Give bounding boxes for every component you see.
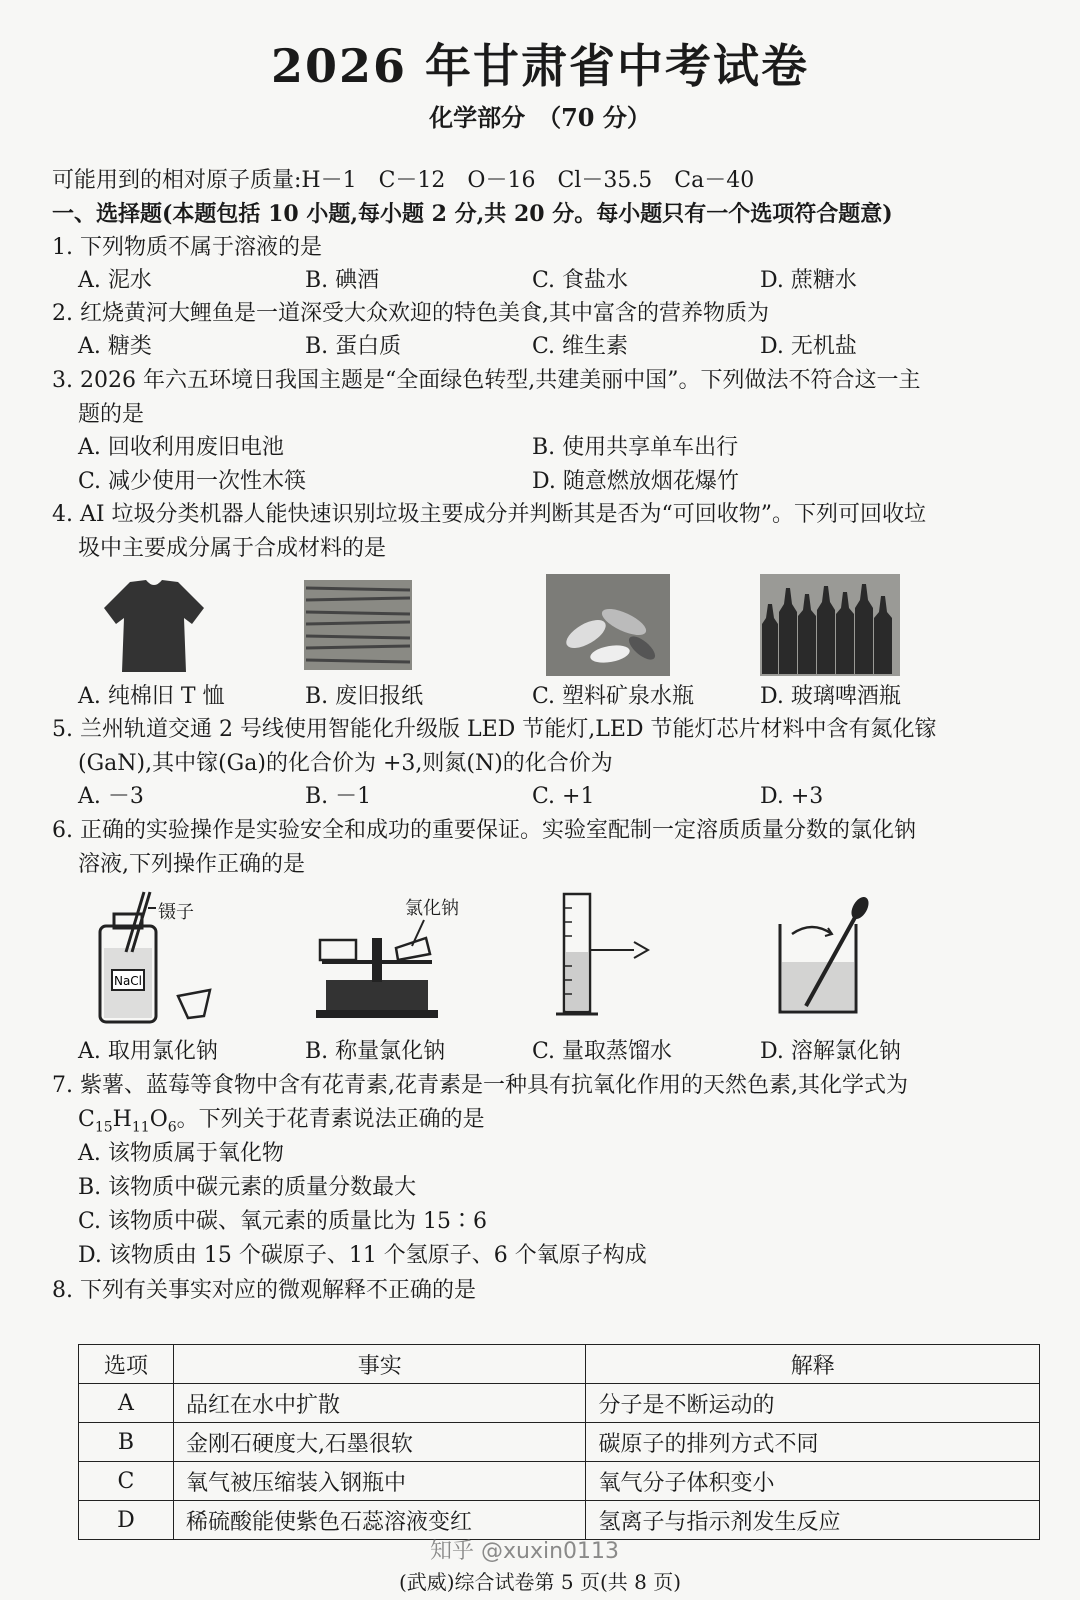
q1-option-a: A. 泥水	[78, 268, 152, 293]
q4-option-d: D. 玻璃啤酒瓶	[760, 684, 901, 709]
sodium-chloride-label: 氯化钠	[405, 898, 459, 919]
column-header: 解释	[586, 1345, 1040, 1384]
page-footer: (武威)综合试卷第 5 页(共 8 页)	[398, 1570, 682, 1594]
q7-option-a: A. 该物质属于氧化物	[78, 1141, 284, 1166]
table-cell: 品红在水中扩散	[173, 1384, 586, 1423]
q5-option-a: A. －3	[78, 784, 144, 809]
q7-option-c: C. 该物质中碳、氧元素的质量比为 15∶6	[78, 1209, 488, 1234]
q6-option-d: D. 溶解氯化钠	[760, 1039, 901, 1064]
table-row	[79, 1423, 1040, 1462]
q5-option-c: C. +1	[532, 784, 595, 809]
table-cell: 稀硫酸能使紫色石蕊溶液变红	[173, 1501, 586, 1540]
table-cell: 氧气被压缩装入钢瓶中	[173, 1462, 586, 1501]
question-4-stem-line1: 4. AI 垃圾分类机器人能快速识别垃圾主要成分并判断其是否为“可回收物”。下列可回收垃	[52, 502, 927, 527]
q3-option-d: D. 随意燃放烟花爆竹	[532, 469, 739, 494]
q6-option-c: C. 量取蒸馏水	[532, 1039, 673, 1064]
question-7-stem-line1: 7. 紫薯、蓝莓等食物中含有花青素,花青素是一种具有抗氧化作用的天然色素,其化学式为	[52, 1073, 908, 1098]
q4-option-c: C. 塑料矿泉水瓶	[532, 684, 695, 709]
table-cell: D	[79, 1501, 174, 1540]
question-7-stem-rest: 。下列关于花青素说法正确的是	[176, 1107, 485, 1132]
table-cell: A	[79, 1384, 174, 1423]
page-title: 2026 年甘肃省中考试卷	[270, 39, 810, 93]
q1-option-d: D. 蔗糖水	[760, 268, 857, 293]
q6-option-b: B. 称量氯化钠	[305, 1039, 446, 1064]
q5-option-d: D. +3	[760, 784, 824, 809]
q2-option-c: C. 维生素	[532, 334, 629, 359]
formula-c-subscript: 15	[94, 1119, 113, 1136]
graduated-cylinder-diagram	[552, 888, 662, 1024]
question-3-stem-line1: 3. 2026 年六五环境日我国主题是“全面绿色转型,共建美丽中国”。下列做法不符合这一主	[52, 368, 921, 393]
question-6-stem-line2: 溶液,下列操作正确的是	[78, 852, 305, 877]
q7-option-b: B. 该物质中碳元素的质量分数最大	[78, 1175, 417, 1200]
formula-h-subscript: 11	[131, 1119, 150, 1136]
table-cell: 金刚石硬度大,石墨很软	[173, 1423, 586, 1462]
bottle-label: NaCl	[113, 974, 143, 988]
q4-option-a: A. 纯棉旧 T 恤	[78, 684, 225, 709]
question-5-stem-line1: 5. 兰州轨道交通 2 号线使用智能化升级版 LED 节能灯,LED 节能灯芯片材料中含有氮化镓	[52, 717, 937, 742]
question-1-stem: 1. 下列物质不属于溶液的是	[52, 235, 322, 260]
table-row	[79, 1462, 1040, 1501]
formula-c: C	[78, 1107, 95, 1132]
table-cell: C	[79, 1462, 174, 1501]
newspaper-stack-image	[300, 576, 416, 674]
q3-option-a: A. 回收利用废旧电池	[78, 435, 284, 460]
watermark: 知乎 @xuxin0113	[430, 1539, 620, 1564]
q2-option-b: B. 蛋白质	[305, 334, 402, 359]
page-subtitle: 化学部分 （70 分）	[429, 103, 651, 132]
q1-option-c: C. 食盐水	[532, 268, 629, 293]
formula-o-subscript: 6	[167, 1119, 177, 1136]
table-cell: 碳原子的排列方式不同	[586, 1423, 1040, 1462]
table-cell: 氢离子与指示剂发生反应	[586, 1501, 1040, 1540]
plastic-bottles-image	[546, 574, 670, 676]
section-heading: 一、选择题(本题包括 10 小题,每小题 2 分,共 20 分。每小题只有一个选项符合题意)	[52, 201, 893, 227]
q3-option-b: B. 使用共享单车出行	[532, 435, 739, 460]
question-7-stem-line2	[78, 1105, 485, 1142]
table-header-row	[79, 1345, 1040, 1384]
table-row	[79, 1384, 1040, 1423]
atomic-mass-line: 可能用到的相对原子质量:H－1 C－12 O－16 Cl－35.5 Ca－40	[52, 168, 755, 193]
table-cell: 分子是不断运动的	[586, 1384, 1040, 1423]
q6-option-a: A. 取用氯化钠	[78, 1039, 218, 1064]
tshirt-image	[100, 578, 208, 674]
table-cell: 氧气分子体积变小	[586, 1462, 1040, 1501]
q4-option-b: B. 废旧报纸	[305, 684, 424, 709]
q2-option-d: D. 无机盐	[760, 334, 857, 359]
question-5-stem-line2: (GaN),其中镓(Ga)的化合价为 +3,则氮(N)的化合价为	[78, 751, 613, 776]
q1-option-b: B. 碘酒	[305, 268, 380, 293]
question-4-stem-line2: 圾中主要成分属于合成材料的是	[78, 536, 387, 561]
facts-table	[78, 1344, 1040, 1540]
formula-o: O	[149, 1107, 168, 1132]
q7-option-d: D. 该物质由 15 个碳原子、11 个氢原子、6 个氧原子构成	[78, 1243, 647, 1268]
question-8-stem: 8. 下列有关事实对应的微观解释不正确的是	[52, 1278, 476, 1303]
column-header: 选项	[79, 1345, 174, 1384]
question-3-stem-line2: 题的是	[78, 402, 145, 427]
q2-option-a: A. 糖类	[78, 334, 152, 359]
glass-bottles-image	[760, 574, 900, 676]
column-header: 事实	[173, 1345, 586, 1384]
question-6-stem-line1: 6. 正确的实验操作是实验安全和成功的重要保证。实验室配制一定溶质质量分数的氯化钠	[52, 818, 916, 843]
beaker-dissolving-diagram	[772, 894, 876, 1020]
q5-option-b: B. －1	[305, 784, 372, 809]
tweezers-label: 镊子	[158, 902, 194, 923]
question-2-stem: 2. 红烧黄河大鲤鱼是一道深受大众欢迎的特色美食,其中富含的营养物质为	[52, 301, 769, 326]
q3-option-c: C. 减少使用一次性木筷	[78, 469, 307, 494]
formula-h: H	[112, 1107, 132, 1132]
table-cell: B	[79, 1423, 174, 1462]
